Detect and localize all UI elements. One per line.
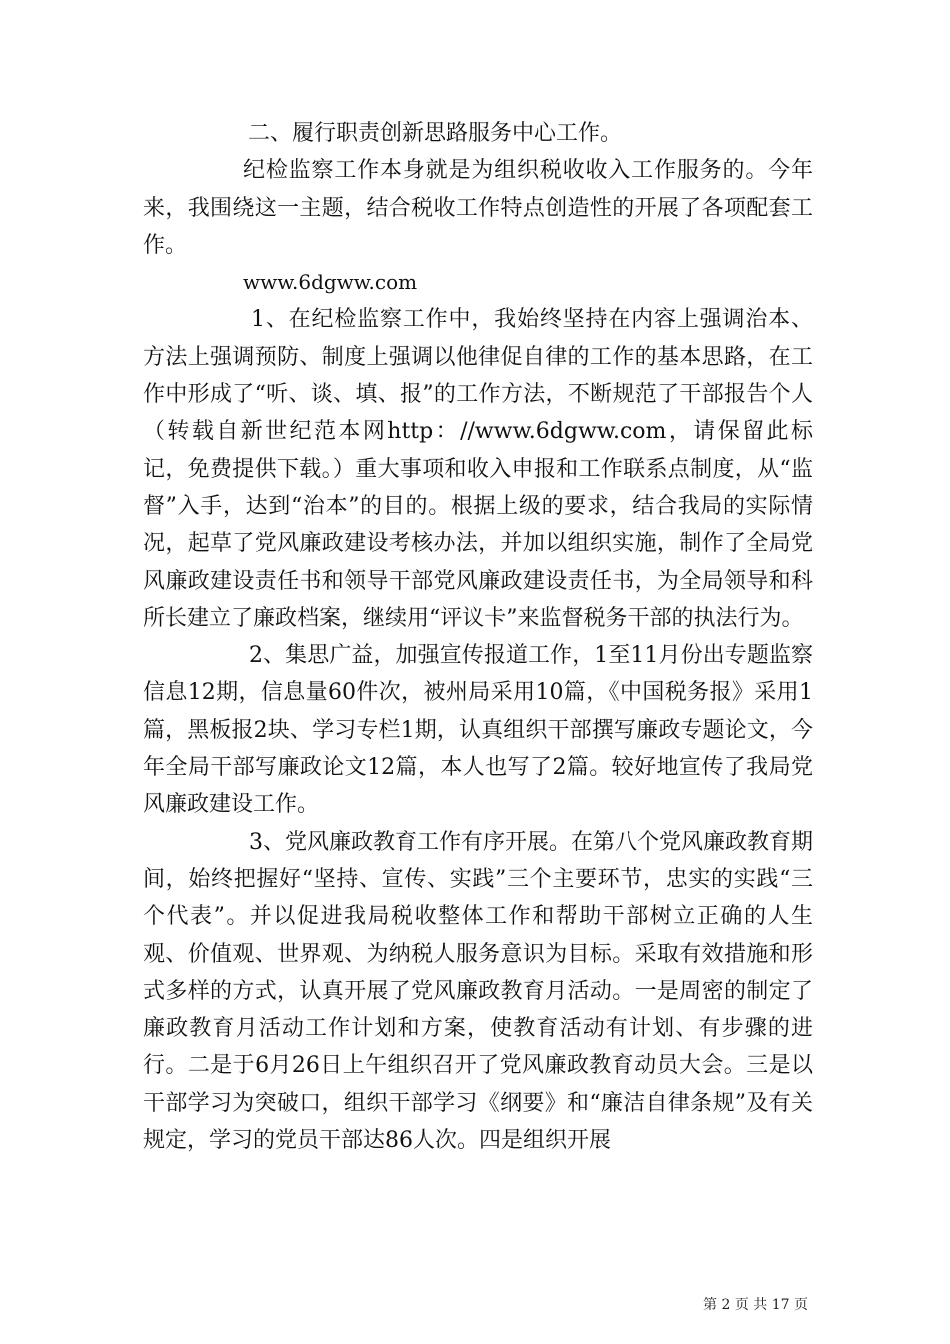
section-heading: 二、履行职责创新思路服务中心工作。 [248, 121, 623, 146]
paragraph-item-1: 1、在纪检监察工作中，我始终坚持在内容上强调治本、方法上强调预防、制度上强调以他律促自律的工作的基本思路，在工作中形成了“听、谈、填、报”的工作方法，不断规范了干部报告个人（转载自新世纪范本网http：//www.6dgww.com，请保留此标记，免费提供下载。）重大事项和收入申报和工作联系点制度，从“监督”入手，达到“治本”的目的。根据上级的要求，结合我局的实际情况，起草了党风廉政建设考核办法，并加以组织实施，制作了全局党风廉政建设责任书和领导干部党风廉政建设责任书，为全局领导和科所长建立了廉政档案，继续用“评议卡”来监督税务干部的执法行为。 [143, 307, 813, 631]
document-body [143, 115, 813, 1159]
paragraph-item-3: 3、党风廉政教育工作有序开展。在第八个党风廉政教育期间，始终把握好“坚持、宣传、实践”三个主要环节，忠实的实践“三个代表”。并以促进我局税收整体工作和帮助干部树立正确的人生观、价值观、世界观、为纳税人服务意识为目标。采取有效措施和形式多样的方式，认真开展了党风廉政教育月活动。一是周密的制定了廉政教育月活动工作计划和方案，使教育活动有计划、有步骤的进行。二是于6月26日上午组织召开了党风廉政教育动员大会。三是以干部学习为突破口，组织干部学习《纲要》和“廉洁自律条规”及有关规定，学习的党员干部达86人次。四是组织开展 [143, 829, 813, 1154]
intro-paragraph: 纪检监察工作本身就是为组织税收收入工作服务的。今年来，我围绕这一主题，结合税收工作特点创造性的开展了各项配套工作。 [143, 158, 813, 258]
website-watermark-text: www.6dgww.com [243, 270, 418, 295]
paragraph-item-2: 2、集思广益，加强宣传报道工作，1至11月份出专题监察信息12期，信息量60件次，被州局采用10篇，《中国税务报》采用1篇，黑板报2块、学习专栏1期，认真组织干部撰写廉政专题论文，今年全局干部写廉政论文12篇，本人也写了2篇。较好地宣传了我局党风廉政建设工作。 [143, 643, 813, 818]
page-number-footer: 第 2 页 共 17 页 [703, 1297, 808, 1313]
